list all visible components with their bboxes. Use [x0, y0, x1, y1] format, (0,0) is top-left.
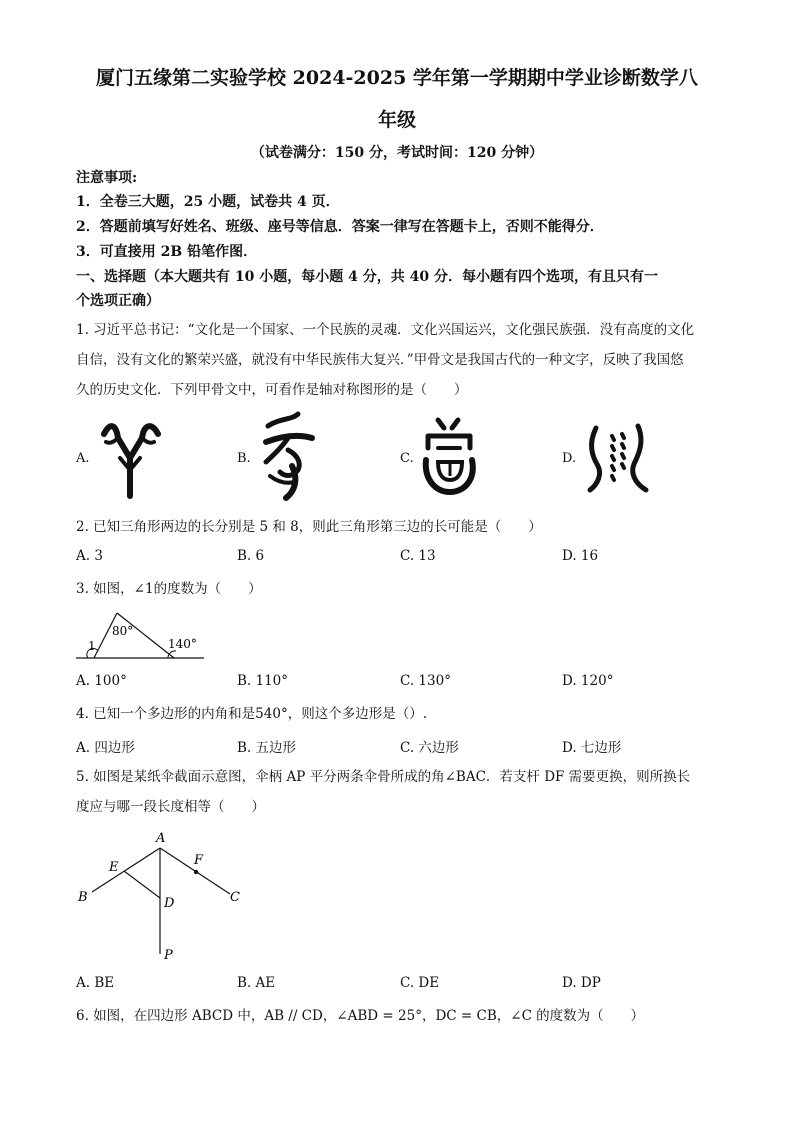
q1-stem-line-3: 久的历史文化．下列甲骨文中，可看作是轴对称图形的是（ ） — [76, 382, 468, 398]
q3-option-a[interactable]: A. 100° — [76, 673, 127, 689]
q4-option-a[interactable]: A. 四边形 — [76, 740, 135, 756]
q5-option-a[interactable]: A. BE — [76, 975, 115, 991]
q1-option-c-label: C. — [400, 451, 414, 466]
exam-title-line-2: 年级 — [377, 109, 416, 131]
oracle-bone-glyph-b — [258, 410, 318, 502]
q3-option-c[interactable]: C. 130° — [400, 673, 451, 689]
q5-point-a-label: A — [156, 831, 166, 846]
q2-stem: 2. 已知三角形两边的长分别是 5 和 8，则此三角形第三边的长可能是（ ） — [76, 519, 542, 535]
q5-stem-line-1: 5. 如图是某纸伞截面示意图，伞柄 AP 平分两条伞骨所成的角∠BAC．若支杆 DF 需要更换，则所换长 — [76, 769, 691, 785]
q5-point-p-label: P — [164, 948, 173, 963]
q3-option-b[interactable]: B. 110° — [237, 673, 289, 689]
oracle-bone-glyph-a — [96, 412, 166, 500]
q6-stem: 6. 如图，在四边形 ABCD 中，AB // CD，∠ABD = 25°，DC = CB，∠C 的度数为（ ） — [76, 1008, 645, 1024]
q1-option-b-label: B. — [237, 451, 251, 466]
q5-point-e-label: E — [109, 860, 119, 875]
q4-stem: 4. 已知一个多边形的内角和是540°，则这个多边形是（）. — [76, 706, 427, 722]
exam-subtitle: （试卷满分：150 分，考试时间：120 分钟） — [250, 145, 544, 161]
q2-option-b[interactable]: B. 6 — [237, 548, 265, 564]
q5-umbrella-figure — [72, 826, 252, 966]
q5-point-f-label: F — [194, 853, 204, 868]
q2-option-c[interactable]: C. 13 — [400, 548, 436, 564]
q5-option-c[interactable]: C. DE — [400, 975, 440, 991]
q3-triangle-figure — [74, 606, 206, 662]
notes-heading: 注意事项: — [76, 170, 138, 186]
q3-option-d[interactable]: D. 120° — [562, 673, 614, 689]
exam-title-line-1: 厦门五缘第二实验学校 2024-2025 学年第一学期期中学业诊断数学八 — [96, 67, 698, 89]
note-item-1: 1．全卷三大题，25 小题，试卷共 4 页． — [76, 194, 340, 210]
q1-stem-line-2: 自信，没有文化的繁荣兴盛，就没有中华民族伟大复兴．”甲骨文是我国古代的一种文字，反映了我国悠 — [76, 352, 684, 368]
q4-option-c[interactable]: C. 六边形 — [400, 740, 459, 756]
q5-stem-line-2: 度应与哪一段长度相等（ ） — [76, 799, 265, 815]
q4-option-d[interactable]: D. 七边形 — [562, 740, 622, 756]
q2-option-a[interactable]: A. 3 — [76, 548, 103, 564]
note-item-3: 3．可直接用 2B 铅笔作图． — [76, 244, 258, 260]
oracle-bone-glyph-d — [582, 420, 654, 496]
q5-point-c-label: C — [230, 890, 240, 905]
section1-heading-line-1: 一、选择题（本大题共有 10 小题，每小题 4 分，共 40 分．每小题有四个选项，有且只有一 — [76, 269, 658, 285]
q1-stem-line-1: 1. 习近平总书记：“文化是一个国家、一个民族的灵魂．文化兴国运兴，文化强民族强．没有高度的文化 — [76, 322, 695, 338]
q1-option-a-label: A. — [76, 451, 90, 466]
q3-angle-80-label: 80° — [112, 624, 134, 638]
oracle-bone-glyph-c — [420, 414, 480, 500]
q4-option-b[interactable]: B. 五边形 — [237, 740, 297, 756]
q3-stem: 3. 如图，∠1的度数为（ ） — [76, 581, 262, 597]
q3-angle-1-label: 1 — [88, 639, 96, 653]
q1-option-d-label: D. — [562, 451, 577, 466]
q5-point-b-label: B — [78, 890, 88, 905]
q5-point-d-label: D — [164, 896, 175, 911]
q3-angle-140-label: 140° — [168, 637, 197, 651]
q2-option-d[interactable]: D. 16 — [562, 548, 599, 564]
q5-option-d[interactable]: D. DP — [562, 975, 601, 991]
q5-option-b[interactable]: B. AE — [237, 975, 276, 991]
section1-heading-line-2: 个选项正确） — [76, 293, 160, 309]
note-item-2: 2．答题前填写好姓名、班级、座号等信息．答案一律写在答题卡上，否则不能得分． — [76, 219, 604, 235]
